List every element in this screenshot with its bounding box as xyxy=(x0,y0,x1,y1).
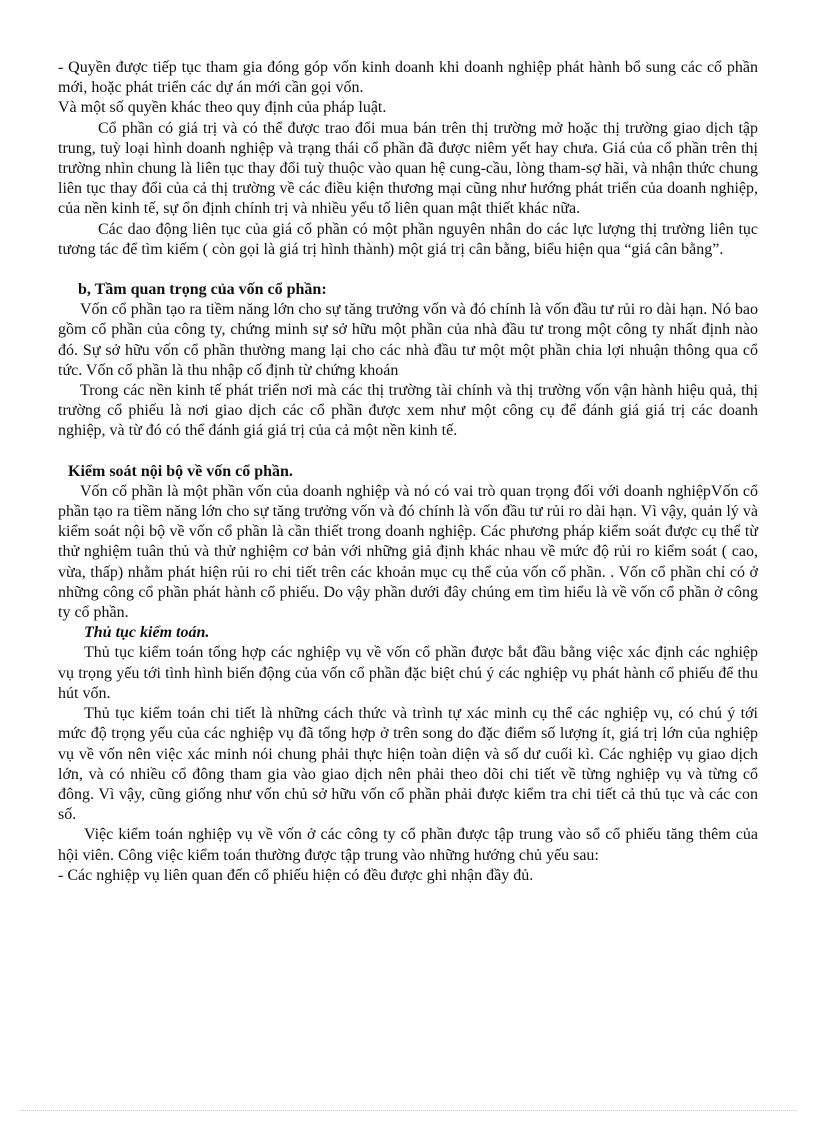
paragraph-other-rights: Và một số quyền khác theo quy định của pháp luật. xyxy=(58,99,387,117)
paragraph-developed-economies: Trong các nền kinh tế phát triển nơi mà các thị trường tài chính và thị trường vốn vận hành hiệu quả, thị trường cổ phiếu là nơi giao dịch các cổ phần được xem như một công cụ để đánh giá giá trị các doanh nghiệp, và từ đó có thể đánh giá giá trị của cả một nền kinh tế. xyxy=(58,382,758,440)
paragraph-internal-control: Vốn cổ phần là một phần vốn của doanh nghiệp và nó có vai trò quan trọng đối với doanh nghiệpVốn cổ phần tạo ra tiềm năng lớn cho sự tăng trưởng vốn và đó chính là vốn đầu tư rủi ro dài hạn. Vì vậy, quản lý và kiểm soát nội bộ về vốn cổ phần là cần thiết trong doanh nghiệp. Các phương pháp kiểm soát được cụ thể từ thử nghiệm tuân thủ và thử nghiệm cơ bản với những giả định khác nhau về mức độ rủi ro kiểm soát ( cao, vừa, thấp) nhằm phát hiện rủi ro chi tiết trên các khoản mục cụ thể của vốn cổ phần. . Vốn cổ phần chỉ có ở những công cổ phần phát hành cổ phiếu. Do vậy phần dưới đây chúng em tìm hiểu là về vốn cổ phần ở công ty cổ phần. xyxy=(58,482,758,622)
heading-importance-of-equity: b, Tầm quan trọng của vốn cổ phần: xyxy=(78,281,327,299)
paragraph-price-fluctuation: Các dao động liên tục của giá cổ phần có một phần nguyên nhân do các lực lượng thị trường liên tục tương tác để tìm kiếm ( còn gọi là giá trị hình thành) một giá trị cân bằng, biểu hiện qua “giá cân bằng”. xyxy=(58,220,758,258)
paragraph-rights-continue: - Quyền được tiếp tục tham gia đóng góp vốn kinh doanh khi doanh nghiệp phát hành bổ sung các cổ phần mới, hoặc phát triển các dự án mới cần gọi vốn. xyxy=(58,59,758,97)
paragraph-equity-potential: Vốn cổ phần tạo ra tiềm năng lớn cho sự tăng trưởng vốn và đó chính là vốn đầu tư rủi ro dài hạn. Nó bao gồm cổ phần của công ty, chứng minh sự sở hữu một phần của nhà đầu tư trong một công ty nhất định nào đó. Sự sở hữu vốn cổ phần thường mang lại cho các nhà đầu tư một một phần chia lợi nhuận thông qua cổ tức. Vốn cổ phần là thu nhập cố định từ chứng khoán xyxy=(58,301,758,379)
heading-internal-control: Kiểm soát nội bộ về vốn cổ phần. xyxy=(68,462,293,480)
list-item-shares-recorded: - Các nghiệp vụ liên quan đến cổ phiếu hiện có đều được ghi nhận đầy đủ. xyxy=(58,866,534,884)
paragraph-detailed-procedure: Thủ tục kiểm toán chi tiết là những cách thức và trình tự xác minh cụ thể các nghiệp vụ, có chú ý tới mức độ trọng yếu của các nghiệp vụ đã tổng hợp ở trên song do đặc điểm số lượng ít, giá trị lớn của nghiệp vụ về vốn nên việc xác minh nói chung phải thực hiện toàn diện và số dư cuối kì. Các nghiệp vụ giao dịch lớn, và có nhiều cổ đông tham gia vào giao dịch nên phải theo dõi chi tiết về từng nghiệp vụ và từng cổ đông. Vì vậy, cũng giống như vốn chủ sở hữu vốn cổ phần phải được kiểm tra chi tiết cả thủ tục và các con số. xyxy=(58,705,758,824)
paragraph-summary-procedure: Thủ tục kiểm toán tổng hợp các nghiệp vụ về vốn cổ phần được bắt đầu bằng việc xác định các nghiệp vụ trọng yếu tới tình hình biến động của vốn cổ phần đặc biệt chú ý các nghiệp vụ phát hành cổ phiếu để thu hút vốn. xyxy=(58,644,758,702)
paragraph-audit-focus: Việc kiểm toán nghiệp vụ về vốn ở các công ty cổ phần được tập trung vào sổ cổ phiếu tăng thêm của hội viên. Công việc kiểm toán thường được tập trung vào những hướng chủ yếu sau: xyxy=(58,826,758,864)
heading-audit-procedures: Thủ tục kiểm toán. xyxy=(84,624,210,642)
document-body xyxy=(58,58,758,886)
paragraph-share-value: Cổ phần có giá trị và có thể được trao đổi mua bán trên thị trường mở hoặc thị trường giao dịch tập trung, tuỳ loại hình doanh nghiệp và trạng thái cổ phần đã được niêm yết hay chưa. Giá của cổ phần trên thị trường nhìn chung là liên tục thay đổi tuỳ thuộc vào quan hệ cung-cầu, lòng tham-sợ hãi, và nhận thức chung liên tục thay đổi của cả thị trường về các điều kiện thương mại cũng như hướng phát triển của doanh nghiệp, của nền kinh tế, sự ổn định chính trị và nhiều yếu tố liên quan mật thiết khác nữa. xyxy=(58,119,758,218)
footer-divider xyxy=(20,1110,796,1111)
